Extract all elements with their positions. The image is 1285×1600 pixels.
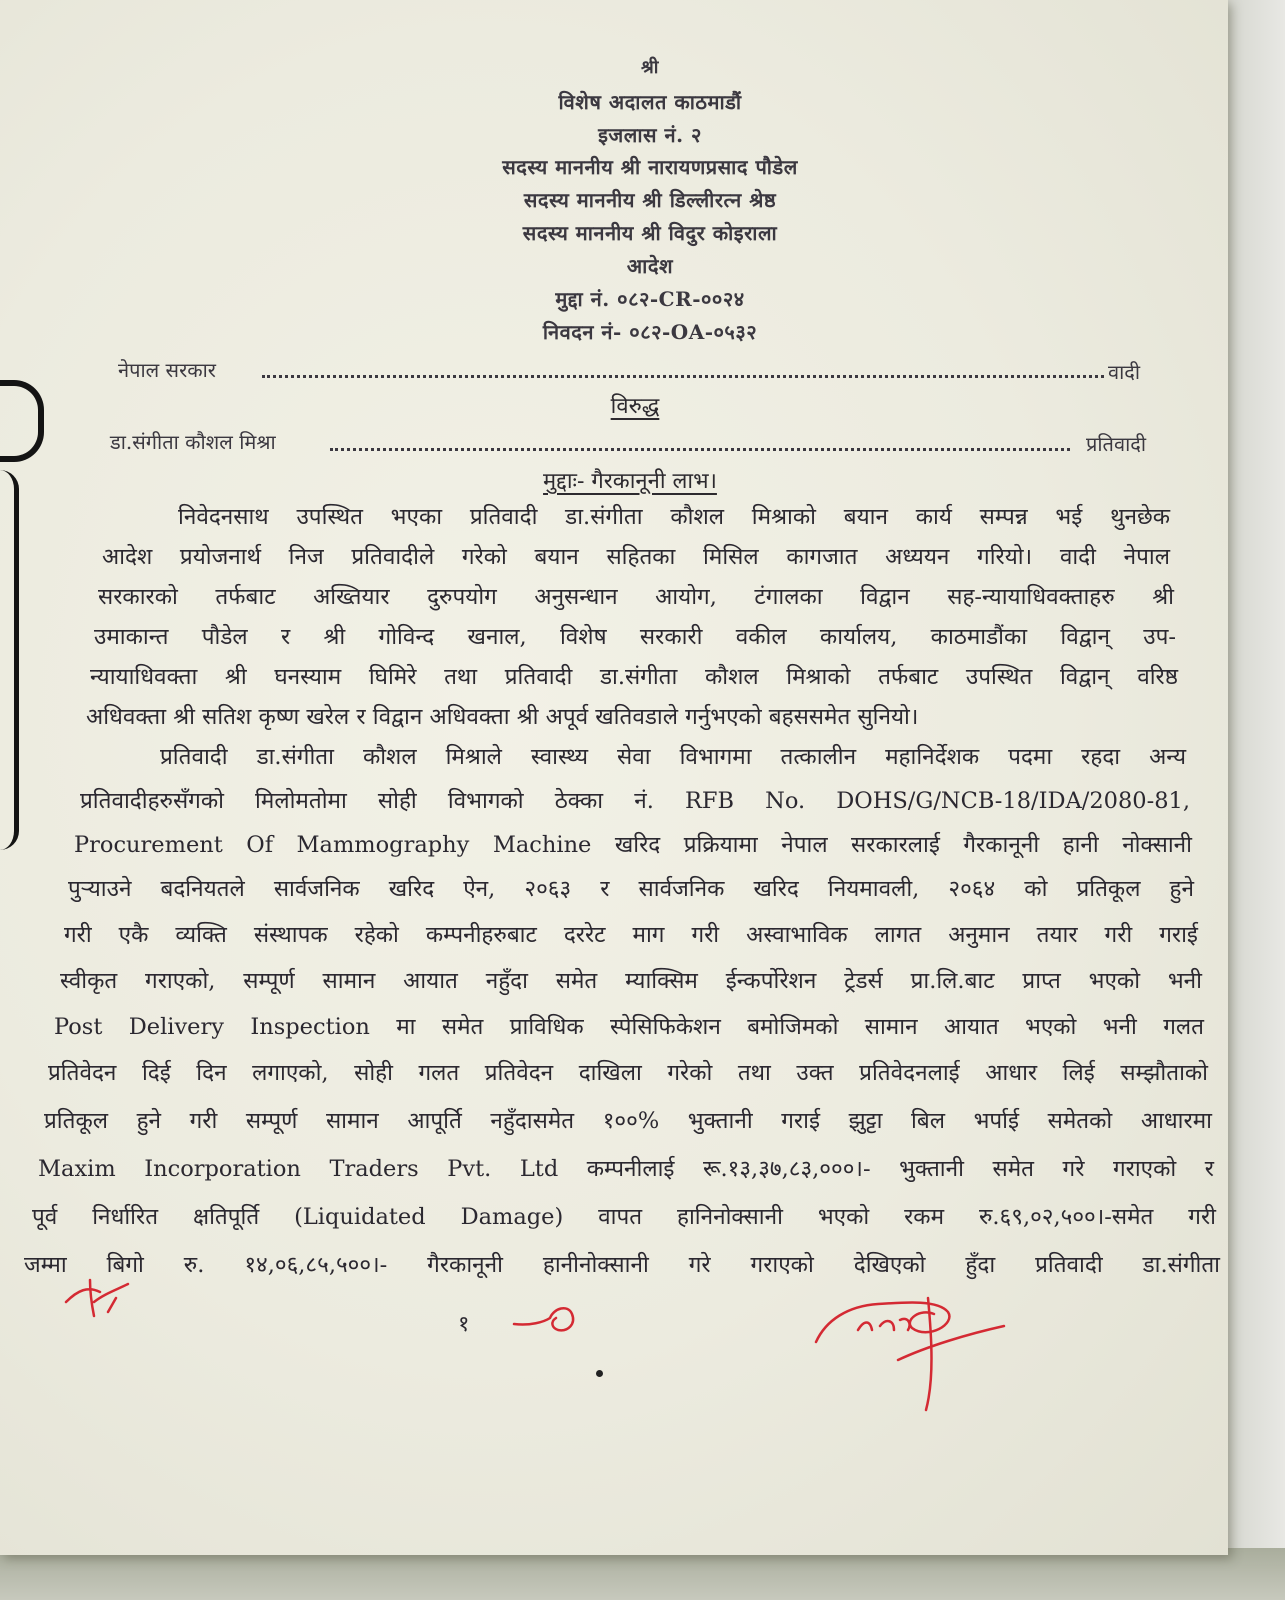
body-line-17: पूर्व निर्धारित क्षतिपूर्ति (Liquidated Damage) वापत हानिनोक्सानी भएको रकम रु.६९,०२,५००।-समेत गरी — [32, 1204, 1216, 1230]
order-heading: आदेश — [626, 254, 674, 278]
defendant-dotted-line — [330, 448, 1070, 451]
body-line-15: प्रतिकूल हुने गरी सम्पूर्ण सामान आपूर्ति नहुँदासमेत १००% भुक्तानी गराई झुट्टा बिल भर्पाई समेतको आधारमा — [44, 1108, 1212, 1134]
plaintiff-name: नेपाल सरकार — [118, 358, 216, 382]
bench-member-2: सदस्य माननीय श्री डिल्लीरत्न श्रेष्ठ — [523, 188, 777, 212]
bench-member-3: सदस्य माननीय श्री विदुर कोइराला — [522, 221, 778, 245]
header-shree: श्री — [641, 57, 659, 78]
body-line-2: आदेश प्रयोजनार्थ निज प्रतिवादीले गरेको बयान सहितका मिसिल कागजात अध्ययन गरियो। वादी नेपाल — [102, 544, 1170, 570]
body-line-3: सरकारको तर्फबाट अख्तियार दुरुपयोग अनुसन्धान आयोग, टंगालका विद्वान सह-न्यायाधिवक्ताहरु श्री — [98, 584, 1174, 610]
body-line-4: उमाकान्त पौडेल र श्री गोविन्द खनाल, विशेष सरकारी वकील कार्यालय, काठमाडौंका विद्वान् उप- — [94, 624, 1176, 650]
body-line-14: प्रतिवेदन दिई दिन लगाएको, सोही गलत प्रतिवेदन दाखिला गरेको तथा उक्त प्रतिवेदनलाई आधार लिई सम्झौताको — [48, 1060, 1208, 1086]
binding-string — [0, 380, 44, 462]
versus-label: विरुद्ध — [610, 394, 660, 419]
red-initial-center-signature — [510, 1296, 590, 1342]
body-line-11: गरी एकै व्यक्ति संस्थापक रहेको कम्पनीहरुबाट दररेट माग गरी अस्वाभाविक लागत अनुमान तयार गरी गराई — [64, 922, 1198, 948]
plaintiff-role: वादी — [1108, 360, 1141, 384]
plaintiff-dotted-line — [262, 375, 1104, 378]
page-number: १ — [458, 1312, 470, 1337]
red-signature-right — [808, 1290, 1008, 1415]
body-line-1: निवेदनसाथ उपस्थित भएका प्रतिवादी डा.संगीता कौशल मिश्राको बयान कार्य सम्पन्न भई थुनछेक — [178, 504, 1170, 530]
background-bottom — [0, 1548, 1285, 1600]
case-number: मुद्दा नं. ०८२-CR-००२४ — [555, 287, 745, 311]
case-subject: मुद्दाः- गैरकानूनी लाभ। — [543, 469, 717, 494]
body-line-5: न्यायाधिवक्ता श्री घनस्याम घिमिरे तथा प्रतिवादी डा.संगीता कौशल मिश्राको तर्फबाट उपस्थित विद्वान् वरिष्ठ — [90, 664, 1178, 690]
bench-member-1: सदस्य माननीय श्री नारायणप्रसाद पौडेल — [502, 155, 798, 179]
bench-number: इजलास नं. २ — [598, 123, 702, 147]
body-line-9: Procurement Of Mammography Machine खरिद प्रक्रियामा नेपाल सरकारलाई गैरकानूनी हानी नोक्सानी — [74, 832, 1192, 858]
body-line-13: Post Delivery Inspection मा समेत प्राविधिक स्पेसिफिकेशन बमोजिमको सामान आयात भएको भनी गलत — [54, 1014, 1204, 1040]
body-line-16: Maxim Incorporation Traders Pvt. Ltd कम्पनीलाई रू.१३,३७,८३,०००।- भुक्तानी समेत गरे गराएको र — [38, 1156, 1214, 1182]
body-line-7: प्रतिवादी डा.संगीता कौशल मिश्राले स्वास्थ्य सेवा विभागमा तत्कालीन महानिर्देशक पदमा रहदा अन्य — [160, 744, 1186, 770]
body-line-10: पुऱ्याउने बदनियतले सार्वजनिक खरिद ऐन, २०६३ र सार्वजनिक खरिद नियमावली, २०६४ को प्रतिकूल हुने — [68, 876, 1194, 902]
body-line-8: प्रतिवादीहरुसँगको मिलोमतोमा सोही विभागको ठेक्का नं. RFB No. DOHS/G/NCB-18/IDA/2080-81, — [80, 788, 1190, 814]
court-name: विशेष अदालत काठमाडौं — [558, 90, 742, 114]
ink-dot — [596, 1370, 603, 1377]
body-line-12: स्वीकृत गराएको, सम्पूर्ण सामान आयात नहुँदा समेत म्याक्सिम ईन्कर्पोरेशन ट्रेडर्स प्रा.लि.बाट प्राप्त भएको भनी — [60, 968, 1202, 994]
defendant-name: डा.संगीता कौशल मिश्रा — [110, 430, 276, 454]
defendant-role: प्रतिवादी — [1086, 432, 1147, 456]
binding-string-tail — [0, 470, 19, 850]
body-line-6: अधिवक्ता श्री सतिश कृष्ण खरेल र विद्वान अधिवक्ता श्री अपूर्व खतिवडाले गर्नुभएको बहससमेत सुनियो। — [86, 704, 919, 730]
body-line-18: जम्मा बिगो रु. १४,०६,८५,५००।- गैरकानूनी हानीनोक्सानी गरे गराएको देखिएको हुँदा प्रतिवादी डा.संगीता — [24, 1252, 1220, 1278]
petition-number: निवदन नं- ०८२-OA-०५३२ — [542, 320, 758, 344]
red-initial-left-signature — [60, 1272, 140, 1322]
